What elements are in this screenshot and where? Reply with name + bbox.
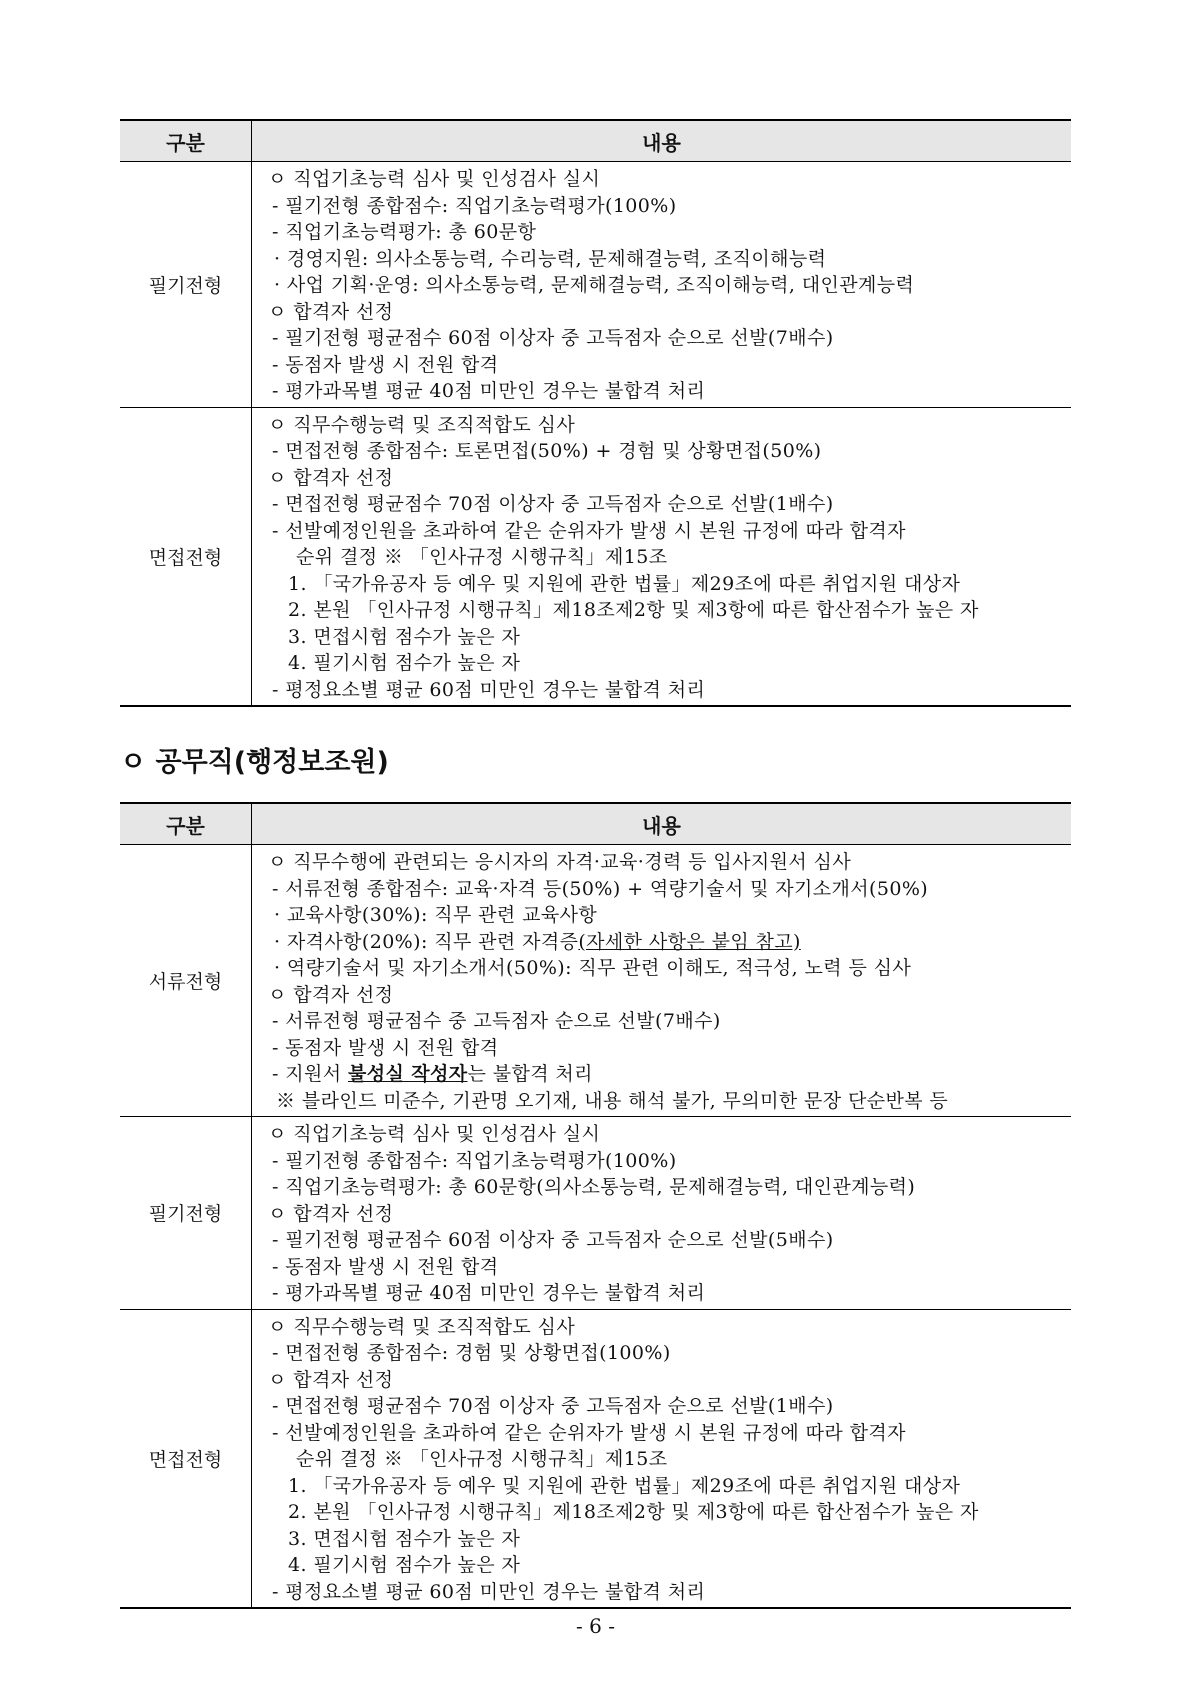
list-item	[260, 1061, 1071, 1088]
content-cell	[252, 845, 1072, 1117]
list-item: - 서류전형 종합점수: 교육·자격 등(50%) + 역량기술서 및 자기소개서(50%)	[272, 877, 929, 900]
list-item: ㅇ 직업기초능력 심사 및 인성검사 실시	[268, 1123, 601, 1145]
emphasized-text: 불성실 작성자	[347, 1063, 468, 1085]
list-item: 4. 필기시험 점수가 높은 자	[288, 652, 521, 674]
list-item: - 평정요소별 평균 60점 미만인 경우는 불합격 처리	[272, 1580, 706, 1603]
list-item: ㅇ 직무수행능력 및 조직적합도 심사	[268, 1315, 576, 1338]
list-item: · 사업 기획·운영: 의사소통능력, 문제해결능력, 조직이해능력, 대인관계능력	[274, 274, 915, 296]
list-item: 순위 결정 ※ 「인사규정 시행규칙」제15조	[296, 1448, 668, 1470]
list-item-text: - 지원서	[272, 1063, 348, 1085]
list-item: - 선발예정인원을 초과하여 같은 순위자가 발생 시 본원 규정에 따라 합격자	[272, 1421, 906, 1444]
list-item: - 동점자 발생 시 전원 합격	[272, 1255, 499, 1278]
table-row	[120, 1117, 1071, 1310]
list-item: - 면접전형 종합점수: 경험 및 상황면접(100%)	[272, 1342, 671, 1364]
category-cell: 필기전형	[120, 162, 252, 408]
list-item: - 직업기초능력평가: 총 60문항(의사소통능력, 문제해결능력, 대인관계능력)	[272, 1176, 916, 1198]
table-row	[120, 845, 1071, 1117]
underlined-note: (자세한 사항은 붙임 참고)	[578, 930, 801, 953]
list-item-text: · 자격사항(20%): 직무 관련 자격증	[274, 930, 579, 953]
list-item: - 필기전형 종합점수: 직업기초능력평가(100%)	[272, 194, 677, 217]
list-item: - 서류전형 평균점수 중 고득점자 순으로 선발(7배수)	[272, 1010, 721, 1032]
list-item: - 필기전형 종합점수: 직업기초능력평가(100%)	[272, 1149, 677, 1172]
list-item: - 평정요소별 평균 60점 미만인 경우는 불합격 처리	[272, 678, 706, 701]
table-row	[120, 1309, 1071, 1608]
list-item: - 동점자 발생 시 전원 합격	[272, 353, 499, 376]
list-item: 2. 본원 「인사규정 시행규칙」제18조제2항 및 제3항에 따른 합산점수가 높은 자	[288, 599, 979, 621]
table-row	[120, 407, 1071, 706]
list-item: ㅇ 합격자 선정	[268, 466, 394, 489]
list-item: - 평가과목별 평균 40점 미만인 경우는 불합격 처리	[272, 380, 706, 402]
content-cell	[252, 1117, 1072, 1310]
header-category: 구분	[120, 803, 252, 845]
selection-table-2	[120, 802, 1071, 1609]
selection-table-1	[120, 119, 1071, 707]
list-item: ㅇ 합격자 선정	[268, 1202, 394, 1225]
table-row	[120, 162, 1071, 408]
content-cell	[252, 162, 1072, 408]
content-cell	[252, 407, 1072, 706]
list-item: · 교육사항(30%): 직무 관련 교육사항	[274, 904, 598, 926]
category-cell: 면접전형	[120, 407, 252, 706]
list-item: ㅇ 합격자 선정	[268, 300, 394, 323]
header-category: 구분	[120, 120, 252, 162]
list-item	[260, 929, 1071, 956]
list-item: ㅇ 합격자 선정	[268, 983, 394, 1006]
category-cell: 서류전형	[120, 845, 252, 1117]
list-item: ㅇ 직업기초능력 심사 및 인성검사 실시	[268, 168, 601, 190]
list-item: ※ 블라인드 미준수, 기관명 오기재, 내용 해석 불가, 무의미한 문장 단순반복 등	[276, 1089, 949, 1112]
list-item: ㅇ 직무수행에 관련되는 응시자의 자격·교육·경력 등 입사지원서 심사	[268, 851, 852, 873]
list-item: - 면접전형 평균점수 70점 이상자 중 고득점자 순으로 선발(1배수)	[272, 493, 834, 515]
list-item: - 선발예정인원을 초과하여 같은 순위자가 발생 시 본원 규정에 따라 합격자	[272, 519, 906, 542]
header-content: 내용	[252, 120, 1072, 162]
list-item: - 동점자 발생 시 전원 합격	[272, 1036, 499, 1059]
category-cell: 필기전형	[120, 1117, 252, 1310]
header-content: 내용	[252, 803, 1072, 845]
list-item: 1. 「국가유공자 등 예우 및 지원에 관한 법률」제29조에 따른 취업지원 대상자	[288, 572, 961, 595]
list-item: - 평가과목별 평균 40점 미만인 경우는 불합격 처리	[272, 1282, 706, 1304]
list-item: 3. 면접시험 점수가 높은 자	[288, 625, 521, 648]
category-cell: 면접전형	[120, 1309, 252, 1608]
list-item: 1. 「국가유공자 등 예우 및 지원에 관한 법률」제29조에 따른 취업지원 대상자	[288, 1474, 961, 1497]
list-item: 순위 결정 ※ 「인사규정 시행규칙」제15조	[296, 546, 668, 568]
table-header-row	[120, 803, 1071, 845]
list-item: 4. 필기시험 점수가 높은 자	[288, 1554, 521, 1576]
list-item: - 직업기초능력평가: 총 60문항	[272, 221, 537, 243]
list-item: - 필기전형 평균점수 60점 이상자 중 고득점자 순으로 선발(7배수)	[272, 327, 834, 349]
table-header-row	[120, 120, 1071, 162]
list-item: ㅇ 직무수행능력 및 조직적합도 심사	[268, 413, 576, 436]
list-item: ㅇ 합격자 선정	[268, 1368, 394, 1391]
page-number: - 6 -	[576, 1614, 615, 1638]
list-item: 3. 면접시험 점수가 높은 자	[288, 1527, 521, 1550]
list-item: - 면접전형 종합점수: 토론면접(50%) + 경험 및 상황면접(50%)	[272, 440, 822, 462]
list-item: 2. 본원 「인사규정 시행규칙」제18조제2항 및 제3항에 따른 합산점수가 높은 자	[288, 1501, 979, 1523]
list-item: - 면접전형 평균점수 70점 이상자 중 고득점자 순으로 선발(1배수)	[272, 1395, 834, 1417]
list-item: · 역량기술서 및 자기소개서(50%): 직무 관련 이해도, 적극성, 노력 등 심사	[274, 957, 912, 979]
list-item-text: 는 불합격 처리	[467, 1063, 593, 1085]
section-title: ㅇ 공무직(행정보조원)	[120, 747, 389, 778]
list-item: · 경영지원: 의사소통능력, 수리능력, 문제해결능력, 조직이해능력	[274, 247, 827, 270]
list-item: - 필기전형 평균점수 60점 이상자 중 고득점자 순으로 선발(5배수)	[272, 1229, 834, 1251]
content-cell	[252, 1309, 1072, 1608]
